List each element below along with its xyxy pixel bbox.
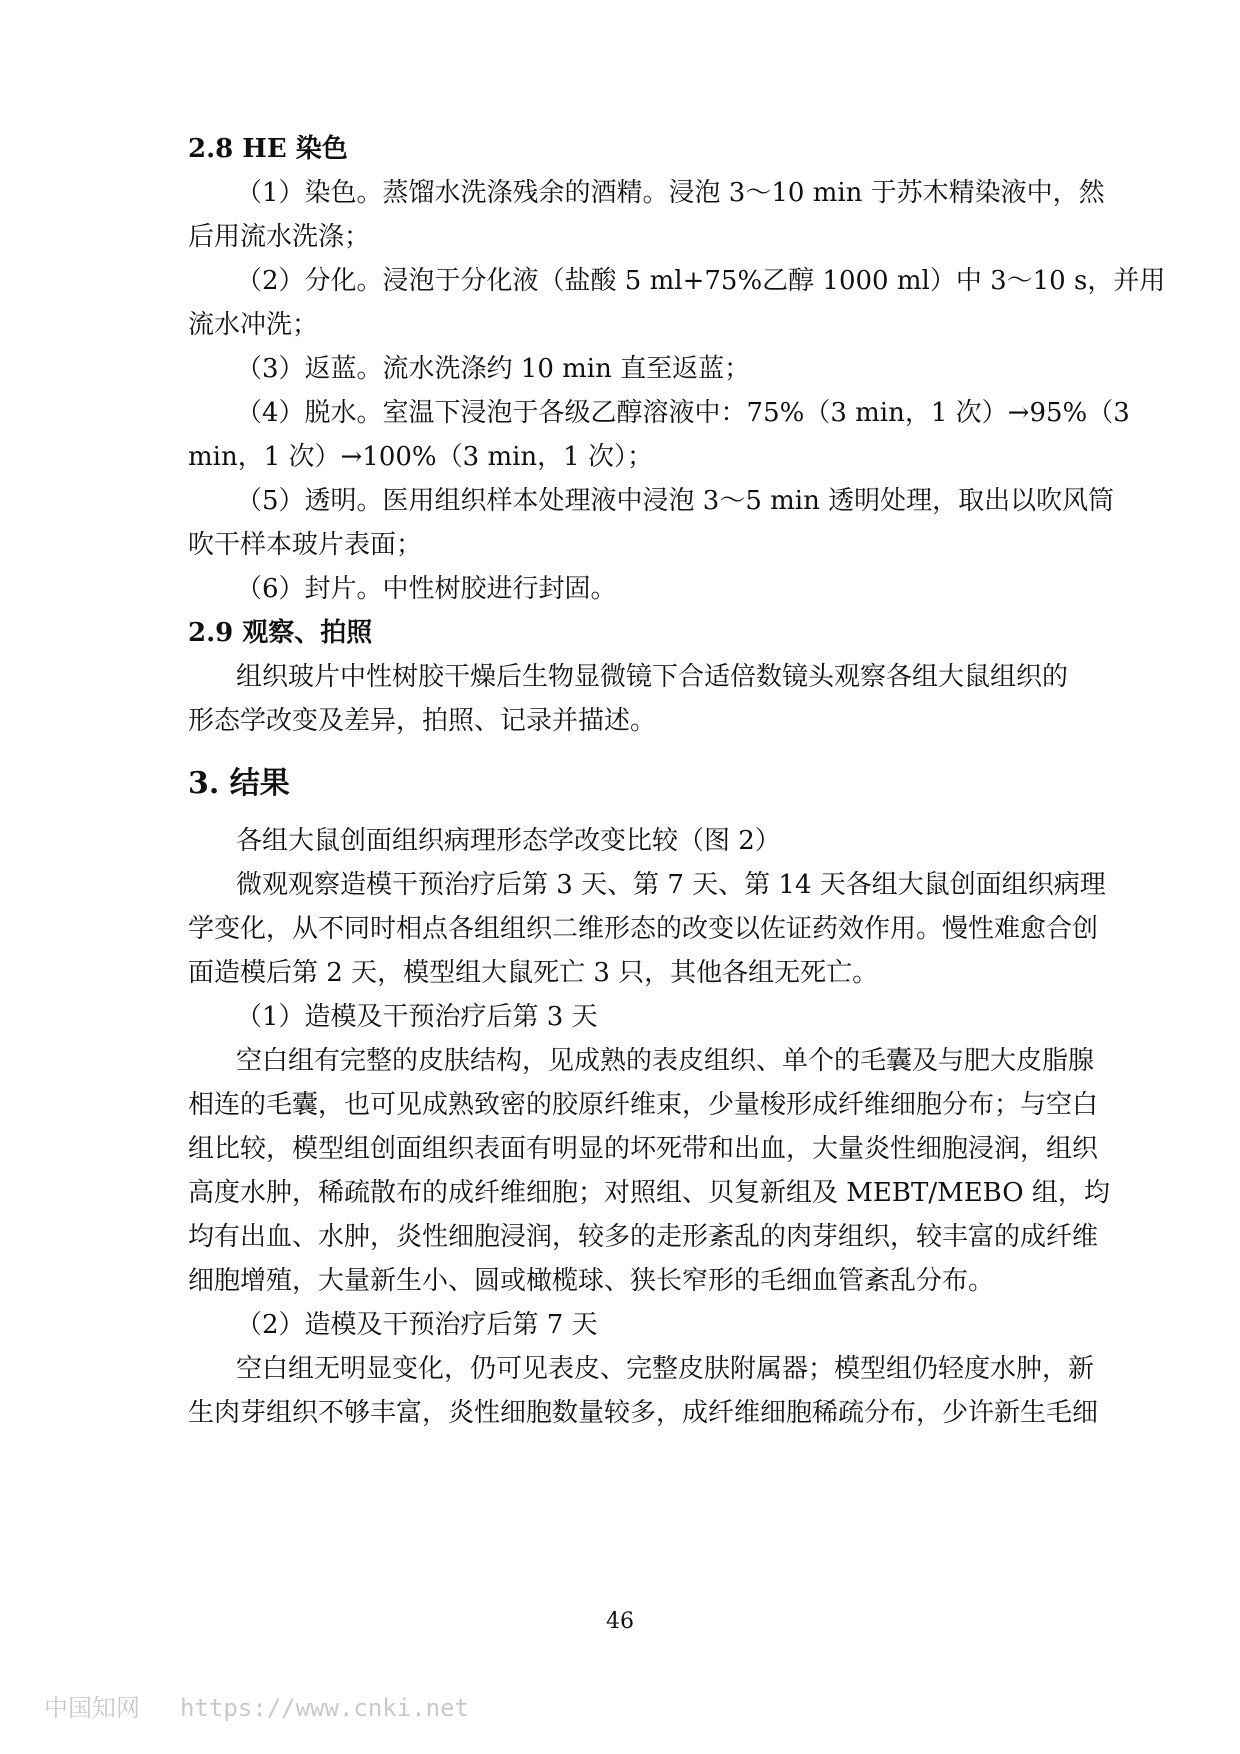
page-number: 46: [606, 1609, 634, 1634]
paragraph-line: 空白组无明显变化，仍可见表皮、完整皮肤附属器；模型组仍轻度水肿，新: [236, 1354, 1095, 1384]
section-3-heading: 3. 结果: [188, 766, 290, 801]
paragraph-line: 学变化，从不同时相点各组组织二维形态的改变以佐证药效作用。慢性难愈合创: [188, 914, 1099, 944]
paragraph-line: 微观观察造模干预治疗后第 3 天、第 7 天、第 14 天各组大鼠创面组织病理: [236, 870, 1106, 900]
paragraph-line: 组比较，模型组创面组织表面有明显的坏死带和出血，大量炎性细胞浸润，组织: [188, 1134, 1099, 1164]
paragraph-line: 吹干样本玻片表面；: [188, 530, 423, 560]
paragraph-line: 组织玻片中性树胶干燥后生物显微镜下合适倍数镜头观察各组大鼠组织的: [236, 662, 1069, 692]
paragraph-line: 相连的毛囊，也可见成熟致密的胶原纤维束，少量梭形成纤维细胞分布；与空白: [188, 1090, 1099, 1120]
paragraph-line: 高度水肿，稀疏散布的成纤维细胞；对照组、贝复新组及 MEBT/MEBO 组，均: [188, 1178, 1110, 1208]
paragraph-line: （2）分化。浸泡于分化液（盐酸 5 ml+75%乙醇 1000 ml）中 3～10 s，并用: [236, 266, 1166, 296]
paragraph-line: 后用流水洗涤；: [188, 222, 371, 252]
paragraph-line: 形态学改变及差异，拍照、记录并描述。: [188, 706, 657, 736]
paragraph-line: （4）脱水。室温下浸泡于各级乙醇溶液中：75%（3 min，1 次）→95%（3: [236, 398, 1130, 428]
paragraph-line: 均有出血、水肿，炎性细胞浸润，较多的走形紊乱的肉芽组织，较丰富的成纤维: [188, 1222, 1099, 1252]
watermark-url: https://www.cnki.net: [180, 1694, 469, 1722]
paragraph-line: （3）返蓝。流水洗涤约 10 min 直至返蓝；: [236, 354, 751, 384]
paragraph-line: 细胞增殖，大量新生小、圆或橄榄球、狭长窄形的毛细血管紊乱分布。: [188, 1266, 995, 1296]
paragraph-line: 生肉芽组织不够丰富，炎性细胞数量较多，成纤维细胞稀疏分布，少许新生毛细: [188, 1398, 1099, 1428]
paragraph-line: 流水冲洗；: [188, 310, 319, 340]
paragraph-line: （1）染色。蒸馏水洗涤残余的酒精。浸泡 3～10 min 于苏木精染液中，然: [236, 178, 1105, 208]
paragraph-line: min，1 次）→100%（3 min，1 次）；: [188, 442, 653, 472]
watermark-brand: 中国知网: [44, 1694, 140, 1722]
paragraph-line: 面造模后第 2 天，模型组大鼠死亡 3 只，其他各组无死亡。: [188, 958, 879, 988]
section-2-8-heading: 2.8 HE 染色: [188, 134, 348, 164]
paragraph-line: （1）造模及干预治疗后第 3 天: [236, 1002, 598, 1032]
paragraph-line: （6）封片。中性树胶进行封固。: [236, 574, 617, 604]
paragraph-line: 各组大鼠创面组织病理形态学改变比较（图 2）: [236, 826, 781, 856]
paragraph-line: （2）造模及干预治疗后第 7 天: [236, 1310, 598, 1340]
paragraph-line: 空白组有完整的皮肤结构，见成熟的表皮组织、单个的毛囊及与肥大皮脂腺: [236, 1046, 1095, 1076]
paragraph-line: （5）透明。医用组织样本处理液中浸泡 3～5 min 透明处理，取出以吹风筒: [236, 486, 1115, 516]
section-2-9-heading: 2.9 观察、拍照: [188, 618, 373, 648]
